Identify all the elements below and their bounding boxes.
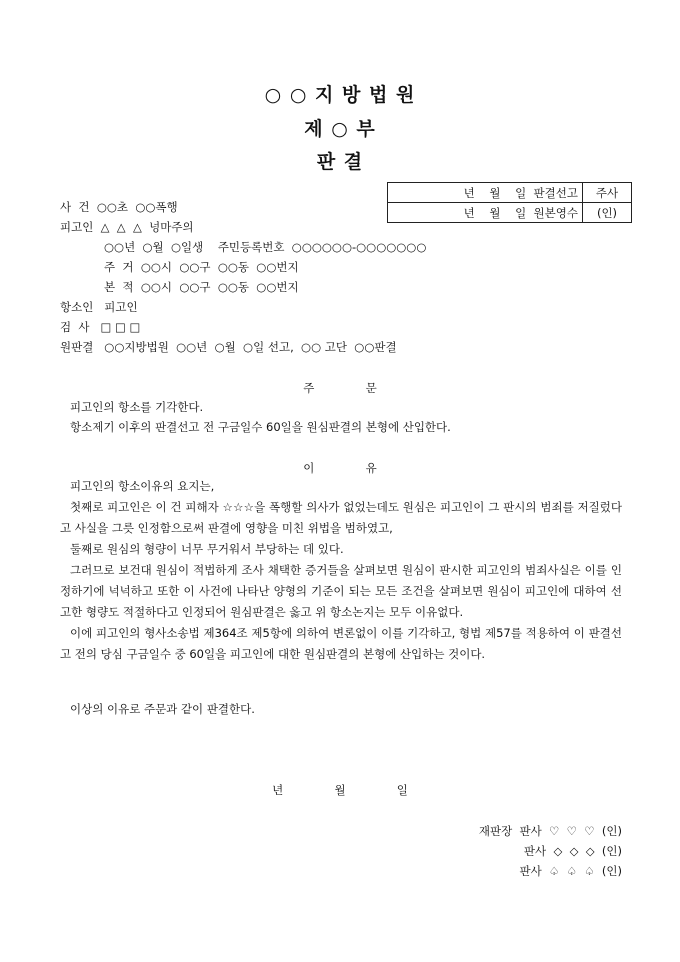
reasons-heading: 이 유 (303, 461, 377, 475)
reasons-paragraph-6: 이상의 이유로 주문과 같이 판결한다. (70, 702, 255, 716)
ruling-line-2: 항소제기 이후의 판결선고 전 구금일수 60일을 원심판결의 본형에 산입한다. (70, 420, 451, 434)
reasons-paragraph-2: 첫째로 피고인은 이 건 피해자 ☆☆☆을 폭행할 의사가 없었는데도 원심은 피고인이 그 판시의 범죄를 저질렀다고 사실을 그릇 인정함으로써 판결에 영향을 미친 위법을 범하였고, (60, 500, 622, 535)
judgment-stamp-box (387, 182, 632, 223)
case-line: 사 건 ○○초 ○○폭행 (60, 200, 178, 214)
judgment-date-line: 년 월 일 (272, 783, 408, 797)
domicile-line: 본 적 ○○시 ○○구 ○○동 ○○번지 (104, 280, 299, 294)
presiding-judge-signature: 재판장 판사 ♡ ♡ ♡ (인) (478, 824, 622, 838)
associate-judge-signature-1: 판사 ◇ ◇ ◇ (인) (523, 844, 622, 858)
address-line: 주 거 ○○시 ○○구 ○○동 ○○번지 (104, 260, 299, 274)
reasons-paragraph-1: 피고인의 항소이유의 요지는, (70, 479, 215, 493)
reasons-paragraph-3: 둘째로 원심의 형량이 너무 무거워서 부당하는 데 있다. (70, 542, 344, 556)
ruling-line-1: 피고인의 항소를 기각한다. (70, 400, 204, 414)
original-judgment-line: 원판결 ○○지방법원 ○○년 ○월 ○일 선고, ○○ 고단 ○○판결 (60, 340, 397, 354)
division-name: 제 ○ 부 (304, 118, 376, 140)
associate-judge-signature-2: 판사 ♤ ♤ ♤ (인) (519, 864, 622, 878)
ruling-heading: 주 문 (303, 381, 377, 395)
appellant-line: 항소인 피고인 (60, 300, 138, 314)
reasons-paragraph-5: 이에 피고인의 형사소송법 제364조 제5항에 의하여 변론없이 이를 기각하고, 형법 제57를 적용하여 이 판결선고 전의 당심 구금일수 중 60일을 피고인에 대한 원심판결의 본형에 산입하는 것이다. (60, 626, 622, 661)
document-type: 판 결 (316, 151, 364, 173)
birth-line: ○○년 ○월 ○일생 주민등록번호 ○○○○○○-○○○○○○○ (104, 240, 427, 254)
clerk-cell: 주사 (583, 183, 632, 203)
seal-cell: (인) (583, 203, 632, 223)
defendant-line: 피고인 △ △ △ 넝마주의 (60, 220, 194, 234)
original-receipt-cell: 년 월 일 원본영수 (388, 203, 583, 223)
sentence-date-cell: 년 월 일 판결선고 (388, 183, 583, 203)
court-name: ○ ○ 지 방 법 원 (264, 84, 416, 106)
reasons-paragraph-4: 그러므로 보건대 원심이 적법하게 조사 채택한 증거들을 살펴보면 원심이 판시한 피고인의 범죄사실은 이를 인정하기에 넉넉하고 또한 이 사건에 나타난 양형의 기준이 되는 모든 조건을 살펴보면 원심이 피고인에 대하여 선고한 형량도 적절하다고 인정되어 원심판결은 옳고 위 항소논지는 모두 이유없다. (60, 563, 622, 619)
prosecutor-line: 검 사 □ □ □ (60, 320, 141, 334)
